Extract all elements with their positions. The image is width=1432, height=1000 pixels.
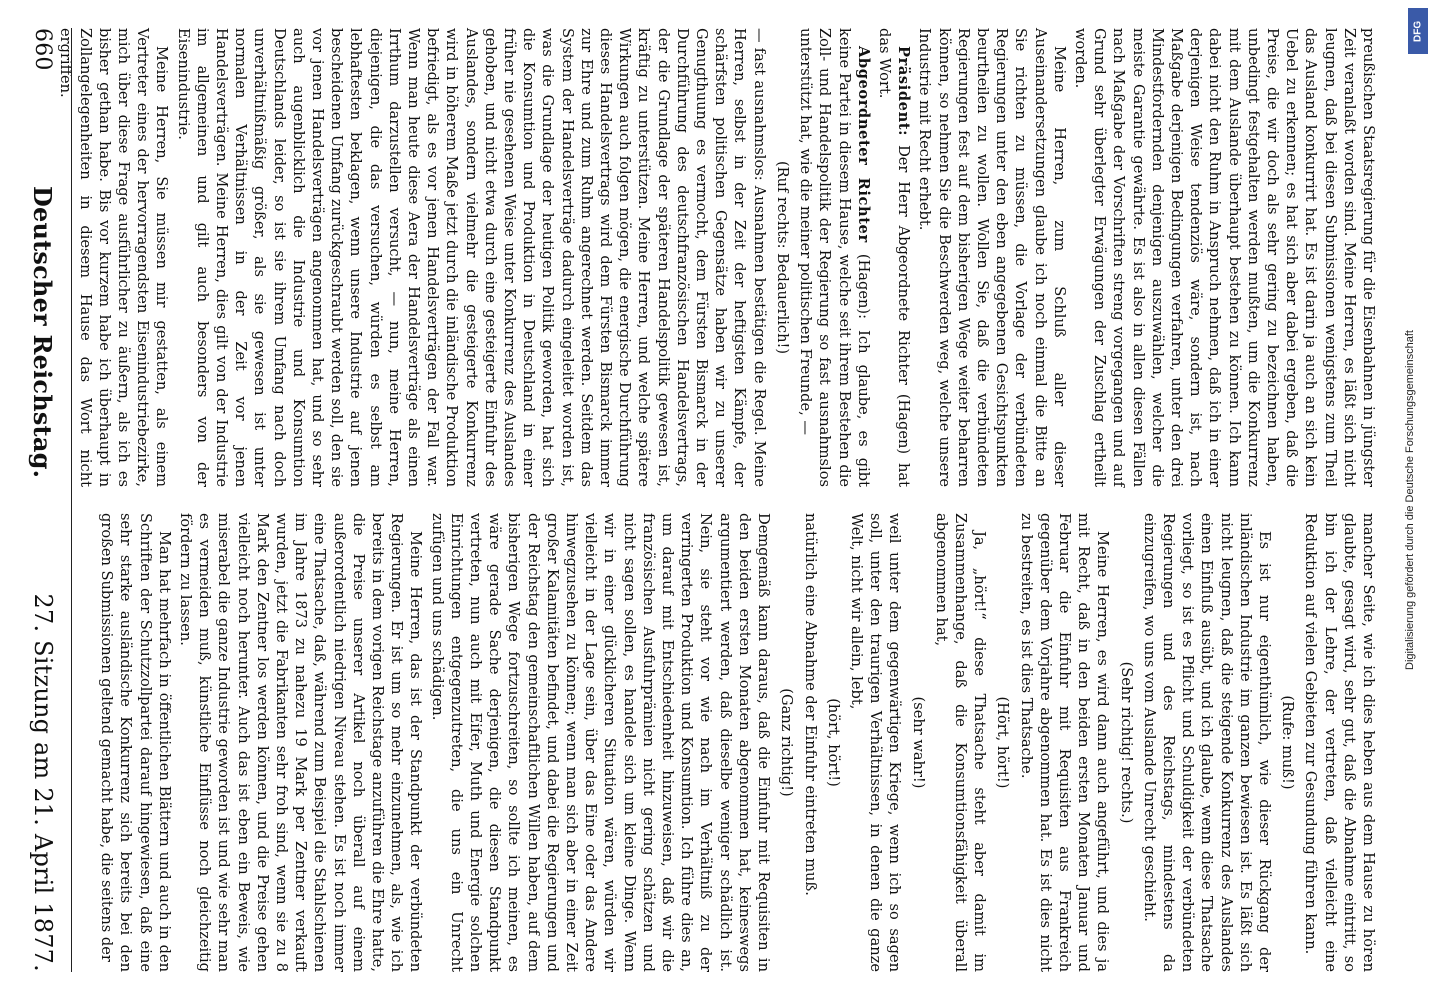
header-rule bbox=[71, 28, 72, 972]
page-number: 660 bbox=[30, 28, 56, 71]
body-paragraph: Meine Herren, das ist der Standpunkt der verbündeten Regierungen. Er ist um so mehr einzunehmen, als, wie ich bereits in dem vorigen Reichstage anzuführen die Ehre hatte, die Preise unserer Artikel noch überall auf einem außerordentlich niedrigen Niveau stehen. Es ist noch immer eine Thatsache, daß, während zum Beispiel die Stahlschienen im Jahre 1873 zu nahezu 19 Mark per Zentner verkauft wurden, jetzt die Fabrikanten sehr froh sind, wenn sie zu 8 Mark den Zentner los werden können, und die Preise gehen vielleicht noch herunter. Auch das ist eben ein Beweis, wie miserabel die ganze Industrie geworden ist und wie sehr man es vermeiden muß, künstliche Einflüsse noch gleichzeitig fördern zu lassen. bbox=[177, 513, 425, 972]
interjection: (Ruf rechts: Bedauerlich!) bbox=[773, 160, 791, 355]
body-paragraph: Es ist nur eigenthümlich, wie dieser Rückgang der inländischen Industrie im ganzen bewiesen ist. Es läßt sich nicht leugnen, daß die steigende Konkurrenz des Auslandes einen Einfluß ausübt, und ich glaube, wenn diese Thatsache vorliegt, so ist es Pflicht und Schuldigkeit der verbündeten Regierungen und des Reichstags, mindestens da einzugreifen, wo uns vom Auslande Unrecht geschieht. bbox=[1140, 513, 1273, 972]
publication-title: Deutscher Reichstag. bbox=[28, 185, 58, 479]
body-paragraph: Meine Herren, Sie müssen mir gestatten, als einem Vertreter eines der hervorragendsten Eisenindustriebezirke, mich über diese Frage ausführlicher zu äußern, als ich es bisher gethan habe. Bis vor kurzem habe ich überhaupt in Zollangelegenheiten in diesem Hause das Wort nicht ergriffen. bbox=[57, 28, 171, 487]
interjection: (Ganz richtig!) bbox=[778, 688, 796, 797]
interjection: (Sehr richtig! rechts.) bbox=[1117, 661, 1135, 824]
session-date: 27. Sitzung am 21. April 1877. bbox=[29, 593, 57, 972]
body-paragraph: Demgemäß kann daraus, daß die Einfuhr mit Requisiten in den beiden ersten Monaten abgenommen hat, keineswegs argumentiert werden, daß dieselbe weniger schädlich ist. Nein, sie steht vor wie nach im Verhältniß zu der verringerten Produktion und Konsumtion. Ich führe dies an, um darauf mit Entschiedenheit hinzuweisen, daß wir die französischen Ausfuhrprämien nicht gering schätzen und nicht sagen sollen, es handele sich um kleine Dinge. Wenn wir in einer glücklicheren Situation wären, würden wir vielleicht in der Lage sein, über das Eine oder das Andere hinwegzusehen zu können; wenn man sich aber in einer Zeit großer Kalamitäten befindet, und dabei die Regierungen und der Reichstag den gemeinschaftlichen Willen haben, auf dem bisherigen Wege fortzuschreiten, so sollte ich meinen, es wäre gerade Sache derjenigen, die diesen Standpunkt vertreten, nun auch mit Eifer, Muth und Energie solchen Einrichtungen entgegenzutreten, die uns ein Unrecht zufügen und uns schädigen. bbox=[428, 513, 773, 972]
document-sheet bbox=[0, 10, 1400, 990]
body-paragraph: natürlich eine Abnahme der Einfuhr eintreten muß. bbox=[801, 513, 819, 896]
speaker-paragraph bbox=[796, 28, 873, 487]
speaker-text: (Hagen): Ich glaube, es gibt keine Partei in diesem Hause, welche seit ihrem Bestehen die Zoll- und Handelspolitik der Regierung so fast ausnahmslos unterstützt hat, wie die meiner politischen Freunde, — bbox=[797, 28, 872, 487]
body-paragraph: mancher Seite, wie ich dies heben aus dem Hause zu hören glaubte, gesagt wird, sehr gut, daß die Abnahme eintritt, so bin ich der Lehre, der vertreten, daß vielleicht eine Reduktion auf vielen Gebieten zur Gesundung führen kann. bbox=[1302, 513, 1377, 972]
interjection: (sehr wahr!) bbox=[909, 696, 927, 789]
body-paragraph: Meine Herren, zum Schluß aller dieser Auseinandersetzungen glaube ich noch einmal die Bitte an Sie richten zu müssen, die Vorlage der verbündeten Regierungen unter den eben angegebenen Gesichtspunkten beurtheilen zu wollen. Wollen Sie, daß die verbündeten Regierungen fest auf dem bisherigen Wege weiter beharren können, so nehmen Sie die Beschwerden weg, welche unsere Industrie mit Recht erhebt. bbox=[916, 28, 1068, 487]
left-column bbox=[80, 513, 1378, 972]
digitization-credit: Digitalisierung gefördert durch die Deutsche Forschungsgemeinschaft bbox=[1404, 330, 1416, 670]
interjection: (Hört, hört!) bbox=[994, 696, 1012, 789]
dfg-logo: DFG bbox=[1408, 8, 1428, 54]
interjection: (hört, hört!) bbox=[824, 698, 842, 787]
body-paragraph: Ja, „hört!“ diese Thatsache steht aber damit im Zusammenhange, daß die Konsumtionsfähigkeit überall abgenommen hat, bbox=[932, 513, 989, 972]
speaker-paragraph bbox=[875, 28, 913, 487]
page-header bbox=[20, 28, 66, 972]
body-paragraph: preußischen Staatsregierung für die Eisenbahnen in jüngster Zeit veranlaßt worden sind. Meine Herren, es läßt sich nicht leugnen, daß bei diesen Submissionen wenigstens zum Theil das Ausland konkurrirt hat. Es ist darin ja auch an sich kein Uebel zu erkennen; es hat sich aber dabei ergeben, daß die Preise, die wir doch als sehr gering zu bezeichnen haben, unbedingt festgehalten werden mußten, um die Konkurrenz mit dem Auslande überhaupt bestehen zu können. Ich kann dabei nicht den Ruhm in Anspruch nehmen, daß ich in einer derjenigen Weise tendenziös wäre, sondern ist, nach Maßgabe derjenigen Bedingungen verfahren, unter den drei Mindestfordernden denjenigen auszuwählen, welcher die meiste Garantie gewährte. Es ist also in allen diesen Fällen nach Maßgabe der Vorschriften streng vorgegangen und auf Grund sehr überlegter Erwägungen der Zuschlag ertheilt worden. bbox=[1071, 28, 1377, 487]
body-paragraph: Meine Herren, es wird dann auch angeführt, und dies ja mit Recht, daß in den beiden ersten Monaten Januar und Februar die Einfuhr mit Requisiten aus Frankreich gegenüber dem Vorjahre abgenommen hat. Es ist dies nicht zu bestreiten, es ist dies Thatsache. bbox=[1017, 513, 1112, 972]
text-columns bbox=[57, 28, 1378, 972]
body-paragraph: weil unter dem gegenwärtigen Kriege, wenn ich so sagen soll, unter den traurigen Verhältnissen, in denen die ganze Welt, nicht wir allein, lebt, bbox=[847, 513, 904, 972]
speaker-label: Abgeordneter Richter bbox=[854, 46, 872, 243]
interjection: (Rufe: muß!) bbox=[1279, 695, 1297, 790]
speaker-text: Der Herr Abgeordnete Richter (Hagen) hat das Wort. bbox=[875, 28, 913, 487]
right-column bbox=[57, 28, 1378, 487]
body-paragraph: — fast ausnahmslos: Ausnahmen bestätigen die Regel. Meine Herren, selbst in der Zeit der heftigsten Kämpfe, der schärfsten politischen Gegensätze haben wir zu unserer Genugthuung es vermocht, dem Fürsten Bismarck in der Durchführung des deutschfranzösischen Handelsvertrags, der die Grundlage der späteren Handelspolitik gewesen ist, kräftig zu unterstützen. Meine Herren, und welche spätere Wirkungen auch folgen mögen, die energische Durchführung dieses Handelsvertrags wird dem Fürsten Bismarck immer zur Ehre und zum Ruhm angerechnet werden. Seitdem das System der Handelsverträge dadurch eingeleitet worden ist, was die Grundlage der heutigen Politik geworden, hat sich die Konsumtion und Produktion in Deutschland in einer früher nie gesehenen Weise unter Konkurrenz des Auslandes gehoben, und nicht etwa durch eine gesteigerte Einfuhr des Auslandes, sondern vielmehr die gesteigerte Konkurrenz wird in höherem Maße jetzt durch die inländische Produktion befriedigt, als es vor jenen Handelsverträgen der Fall war. Wenn man heute diese Aera der Handelsverträge als einen Irrthum darzustellen versucht, — nun, meine Herren, diejenigen, die das versuchen, würden es selbst am lebhaftesten beklagen, wenn unsere Industrie auf jenen bescheidenen Umfang zurückgeschraubt werden soll, den sie vor jenen Handelsverträgen angenommen hat, und so sehr auch augenblicklich die Industrie und Konsumtion Deutschlands leider, so ist sie ihrem Umfang nach doch unverhältnißmäßig größer, als sie gewesen ist unter normalen Verhältnissen in der Zeit vor jenen Handelsverträgen. Meine Herren, dies gilt von der Industrie im allgemeinen und gilt auch besonders von der Eisenindustrie. bbox=[174, 28, 768, 487]
body-paragraph: Man hat mehrfach in öffentlichen Blättern und auch in den Schriften der Schutzzollpartei darauf hingewiesen, daß eine sehr starke ausländische Konkurrenz sich bereits bei den großen Submissionen geltend gemacht habe, die seitens der bbox=[98, 513, 173, 972]
speaker-label: Präsident: bbox=[895, 46, 913, 137]
